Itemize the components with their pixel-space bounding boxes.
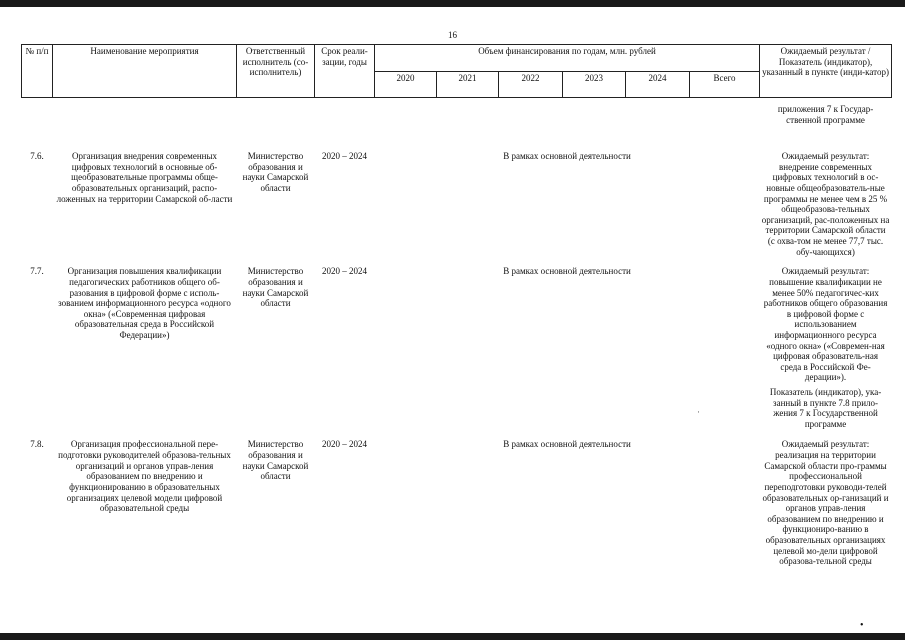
bottom-scan-border xyxy=(0,633,905,640)
implementation-term: 2020 – 2024 xyxy=(322,439,367,450)
header-year-2024: 2024 xyxy=(626,71,690,98)
header-name: Наименование мероприятия xyxy=(53,45,237,98)
header-num: № п/п xyxy=(22,45,53,98)
responsible-executor: Министерство образования и науки Самарской области xyxy=(242,439,309,482)
program-table xyxy=(21,44,892,568)
table-row xyxy=(22,258,892,430)
header-result: Ожидаемый результат / Показатель (индикатор), указанный в пункте (инди-катор) xyxy=(760,45,892,98)
result-paragraph: Ожидаемый результат: внедрение современных цифровых технологий в ос-новные общеобразователь-ные программы не менее чем в 25 % общеобразова-тельных организаций, рас-положенных на территории Самарской области (с охва-том не менее 77,7 тыс. обу-чающихся) xyxy=(761,151,890,257)
table-row xyxy=(22,126,892,258)
responsible-executor: Министерство образования и науки Самарской области xyxy=(242,266,309,309)
row-number: 7.7. xyxy=(30,266,44,277)
header-year-2020: 2020 xyxy=(375,71,437,98)
header-year-2021: 2021 xyxy=(437,71,499,98)
header-responsible: Ответственный исполнитель (со-исполнитель) xyxy=(237,45,315,98)
result-paragraph: Ожидаемый результат: реализация на территории Самарской области про-граммы профессиональной переподготовки руководи-телей образовательных ор-ганизаций и органов управ-ления образованием по внедрению и функциониро-ванию в образовательных организациях целевой мо-дели цифровой образова-тельной среды xyxy=(762,439,889,567)
top-scan-border xyxy=(0,0,905,7)
activity-name: Организация повышения квалификации педагогических работников общего об-разования в цифровой форме с исполь-зованием информационного ресурса «одного окна» («Современная цифровая образовательная среда в Российской Федерации») xyxy=(58,266,231,340)
expected-result xyxy=(760,258,892,430)
table-row xyxy=(22,430,892,567)
header-financing: Объем финансирования по годам, млн. рублей xyxy=(375,45,760,72)
header-year-2022: 2022 xyxy=(499,71,563,98)
scan-speck: · xyxy=(697,407,700,417)
financing-note: В рамках основной деятельности xyxy=(503,151,631,162)
result-paragraph: Ожидаемый результат: повышение квалификации не менее 50% педагогичес-ких работников общего образования в цифровой форме с использованием информационного ресурса «одного окна» («Современ-ная цифровая образователь-ная среда в Российской Фе-дерации»). xyxy=(763,266,888,383)
page-number: 16 xyxy=(448,30,457,40)
row-number: 7.6. xyxy=(30,151,44,162)
indicator-paragraph: Показатель (индикатор), ука-занный в пункте 7.8 прило-жения 7 к Государственной программе xyxy=(769,387,882,429)
continuation-result: приложения 7 к Государ-ственной программе xyxy=(777,104,874,125)
continuation-row xyxy=(22,98,892,127)
implementation-term: 2020 – 2024 xyxy=(322,151,367,162)
expected-result xyxy=(760,126,892,258)
expected-result xyxy=(760,430,892,567)
activity-name: Организация внедрения современных цифровых технологий в основные об-щеобразовательные программы обще-образовательных организаций, распо-ложенных на территории Самарской об-ласти xyxy=(56,151,233,204)
responsible-executor: Министерство образования и науки Самарской области xyxy=(242,151,309,194)
scan-dot: • xyxy=(860,620,864,631)
row-number: 7.8. xyxy=(30,439,44,450)
header-total: Всего xyxy=(690,71,760,98)
implementation-term: 2020 – 2024 xyxy=(322,266,367,277)
activity-name: Организация профессиональной пере-подготовки руководителей образова-тельных организаций и органов управ-ления образованием по внедрению и функционированию в образовательных организациях целевой модели цифровой образовательной среды xyxy=(58,439,231,514)
header-year-2023: 2023 xyxy=(563,71,626,98)
financing-note: В рамках основной деятельности xyxy=(503,266,631,277)
header-term: Срок реали-зации, годы xyxy=(315,45,375,98)
financing-note: В рамках основной деятельности xyxy=(503,439,631,450)
